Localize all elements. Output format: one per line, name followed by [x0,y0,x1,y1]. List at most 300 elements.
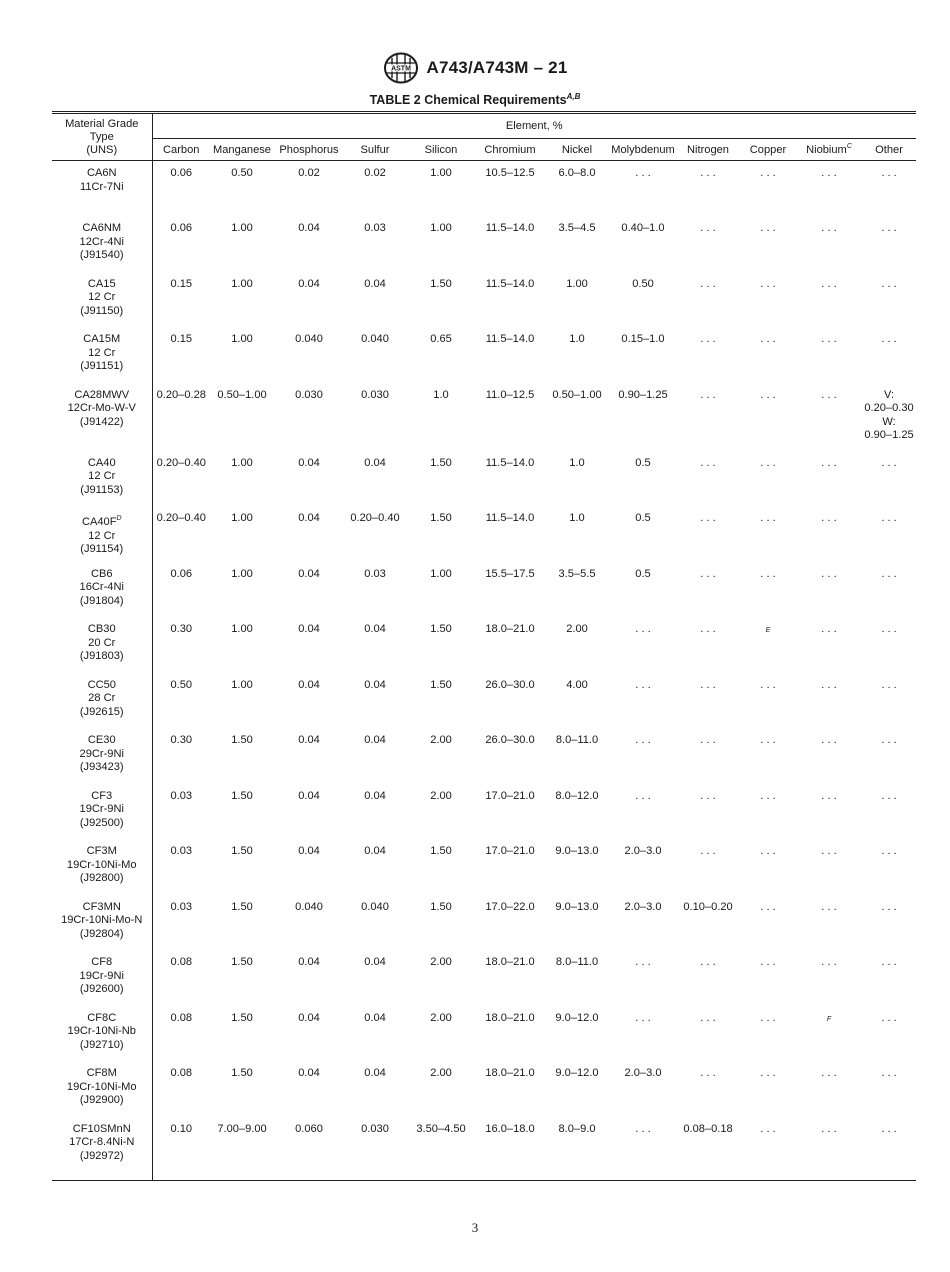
column-header-label: Carbon [163,143,200,156]
column-header-label: Nickel [561,143,593,156]
column-header-carbon [152,139,210,161]
cell-phosphorus: 0.04 [298,1011,320,1024]
cell-sulfur: 0.03 [364,567,386,580]
cell-phosphorus: 0.04 [298,512,320,524]
cell-nickel: 1.0 [569,456,585,469]
cell-copper: . . . [760,388,776,401]
cell-chromium: 10.5–12.5 [485,167,535,179]
cell-molybdenum: 0.90–1.25 [618,388,668,401]
table-title-footnotes: A,B [566,92,581,101]
grade-line: 12 Cr [88,291,116,303]
cell-nickel: 9.0–13.0 [555,900,599,913]
table-row [52,272,916,328]
cell-copper: . . . [760,222,776,234]
other-line: V: [883,388,895,401]
grade-cell [52,673,152,729]
column-header-molybdenum [610,139,676,161]
cell-manganese: 7.00–9.00 [217,1122,267,1135]
cell-silicon: 2.00 [430,1067,452,1079]
cell-silicon: 1.50 [430,623,452,635]
cell-chromium: 11.5–14.0 [485,333,535,345]
grade-name: CA40F [81,516,117,528]
cell-copper: . . . [760,845,776,857]
grade-line: CF8M [86,1067,117,1079]
cell-nickel: 1.0 [569,333,585,345]
cell-phosphorus: 0.060 [295,1122,323,1135]
cell-carbon: 0.06 [170,167,193,179]
grade-line: 12 Cr [88,529,116,542]
cell-chromium: 26.0–30.0 [485,734,535,746]
cell-niobium [796,1006,862,1062]
grade-line: 12Cr-Mo-W-V [67,402,136,414]
cell-copper [740,617,796,673]
cell-chromium: 17.0–21.0 [485,845,535,857]
grade-cell [52,950,152,1006]
cell-sulfur: 0.04 [364,789,386,802]
grade-line: 19Cr-9Ni [79,803,124,815]
cell-other: . . . [881,167,897,179]
grade-cell [52,383,152,451]
grade-cell [52,506,152,562]
document-header [0,50,950,86]
cell-nickel: 1.00 [566,277,588,290]
column-header-copper [740,139,796,161]
cell-carbon: 0.20–0.40 [156,456,206,469]
cell-manganese: 1.00 [231,456,253,469]
cell-sulfur: 0.04 [364,1067,386,1079]
cell-molybdenum: 2.0–3.0 [624,845,662,857]
grade-column-header: Material Grade Type (UNS) [52,113,152,161]
cell-copper: . . . [760,734,776,746]
cell-copper: . . . [760,956,776,968]
grade-cell [52,1006,152,1062]
cell-chromium: 18.0–21.0 [485,956,535,968]
grade-line: 11Cr-7Ni [79,180,124,193]
cell-chromium: 11.5–14.0 [485,277,535,290]
cell-nitrogen: . . . [700,277,716,290]
cell-niobium: . . . [821,456,837,469]
cell-other: . . . [881,678,897,691]
grade-line: CE30 [87,734,116,746]
grade-line: (J92710) [79,1038,124,1051]
cell-manganese: 1.50 [231,900,253,913]
cell-sulfur: 0.04 [364,956,386,968]
cell-niobium: . . . [821,956,837,968]
cell-chromium: 18.0–21.0 [485,1011,535,1024]
grade-cell [52,1061,152,1117]
cell-nitrogen: . . . [700,512,716,524]
grade-line: CF10SMnN [72,1122,131,1135]
grade-line: (J92972) [79,1149,124,1162]
grade-line: (J93423) [79,761,124,773]
column-header-label: Other [875,143,903,156]
table-row [52,895,916,951]
grade-line: (J91804) [79,594,124,607]
table-row [52,617,916,673]
table-row [52,839,916,895]
cell-nitrogen: . . . [700,845,716,857]
cell-phosphorus: 0.04 [298,623,320,635]
grade-line: CA28MWV [74,388,130,401]
cell-molybdenum: 2.0–3.0 [624,1067,662,1079]
cell-niobium: . . . [821,734,837,746]
cell-carbon: 0.15 [170,277,193,290]
cell-nickel: 2.00 [566,623,588,635]
grade-line: 19Cr-9Ni [79,969,124,982]
cell-carbon: 0.15 [170,333,193,345]
grade-line: 19Cr-10Ni-Mo [66,858,137,871]
grade-cell [52,327,152,383]
cell-sulfur: 0.04 [364,734,386,746]
cell-manganese: 1.50 [231,734,253,746]
cell-copper: . . . [760,277,776,290]
grade-line: 19Cr-10Ni-Mo [66,1080,137,1093]
grade-line: 20 Cr [88,636,116,649]
cell-silicon: 1.0 [433,388,449,401]
grade-line: CF8C [87,1011,117,1024]
table-row [52,327,916,383]
cell-molybdenum: . . . [635,623,651,635]
grade-line: 19Cr-10Ni-Nb [67,1025,136,1037]
copper-footnote: E [765,627,771,634]
cell-niobium: . . . [821,1122,837,1135]
grade-line: (J92804) [79,927,124,940]
niobium-footnote-mark: F [826,1015,832,1023]
cell-other: . . . [881,623,897,635]
table-row [52,451,916,507]
table-title-text: TABLE 2 Chemical Requirements [369,93,567,107]
cell-copper: . . . [760,333,776,345]
cell-nickel: 3.5–4.5 [558,222,596,234]
cell-nickel: 8.0–12.0 [555,789,599,802]
cell-molybdenum: . . . [635,1122,651,1135]
cell-sulfur: 0.02 [364,167,386,179]
grade-line: (J91151) [80,360,124,372]
cell-nitrogen: 0.10–0.20 [683,900,733,913]
cell-carbon: 0.06 [170,567,193,580]
cell-silicon: 1.50 [430,512,452,524]
cell-phosphorus: 0.04 [298,1067,320,1079]
cell-sulfur: 0.04 [364,1011,386,1024]
cell-sulfur: 0.04 [364,623,386,635]
cell-phosphorus: 0.04 [298,678,320,691]
column-header-label: Manganese [213,143,271,156]
cell-nitrogen: . . . [700,1011,716,1024]
grade-cell [52,451,152,507]
cell-phosphorus: 0.04 [298,277,320,290]
grade-line: CB6 [90,567,113,580]
cell-chromium: 17.0–22.0 [485,900,535,913]
cell-molybdenum: 0.40–1.0 [621,222,665,234]
cell-chromium: 11.5–14.0 [485,512,535,524]
cell-nitrogen: . . . [700,567,716,580]
cell-niobium: . . . [821,845,837,857]
cell-niobium: . . . [821,623,837,635]
cell-copper: . . . [760,1011,776,1024]
cell-phosphorus: 0.04 [298,222,320,234]
cell-copper: . . . [760,900,776,913]
table-row [52,562,916,618]
cell-silicon: 1.50 [430,845,452,857]
cell-manganese: 1.00 [231,678,253,691]
other-line: 0.20–0.30 [864,402,914,414]
cell-niobium: . . . [821,333,837,345]
column-header-niobium [796,139,862,161]
cell-other: . . . [881,956,897,968]
grade-line: (J92800) [79,872,124,884]
cell-phosphorus: 0.040 [295,333,323,345]
grade-line: CF3M [86,845,117,857]
cell-silicon: 2.00 [430,734,452,746]
column-header-label: Copper [749,143,787,156]
cell-carbon: 0.30 [170,623,193,635]
column-header-silicon [406,139,476,161]
grade-line: 28 Cr [88,692,116,704]
table-row [52,161,916,217]
astm-logo-icon [383,52,419,84]
column-header-label: Molybdenum [611,143,675,156]
cell-sulfur: 0.04 [364,678,386,691]
cell-molybdenum: 0.50 [632,277,654,290]
cell-copper: . . . [760,456,776,469]
cell-silicon: 1.50 [430,456,452,469]
cell-sulfur: 0.040 [361,900,389,913]
cell-silicon: 0.65 [430,333,452,345]
cell-silicon: 1.50 [430,678,452,691]
cell-copper: . . . [760,678,776,691]
cell-chromium: 17.0–21.0 [485,789,535,802]
cell-molybdenum: 0.5 [635,456,651,469]
cell-nitrogen: . . . [700,623,716,635]
cell-manganese: 1.00 [231,623,253,635]
cell-nitrogen: . . . [700,789,716,802]
cell-molybdenum: 2.0–3.0 [624,900,662,913]
cell-sulfur: 0.040 [361,333,389,345]
grade-line: CF8 [91,956,113,968]
cell-carbon: 0.08 [170,1067,193,1079]
grade-footnote: D [116,515,122,522]
cell-nitrogen: . . . [700,222,716,234]
element-percent-header: Element, % [152,113,916,139]
cell-carbon: 0.10 [170,1122,193,1135]
cell-chromium: 18.0–21.0 [485,623,535,635]
cell-sulfur: 0.04 [364,277,386,290]
grade-line: (J91540) [79,249,124,261]
table-row [52,1061,916,1117]
grade-cell [52,895,152,951]
column-header-nitrogen [676,139,740,161]
cell-nitrogen: . . . [700,734,716,746]
cell-other: . . . [881,1122,897,1135]
cell-niobium: . . . [821,512,837,524]
cell-nickel: 1.0 [569,512,585,524]
cell-manganese: 1.50 [231,1067,253,1079]
grade-cell [52,728,152,784]
cell-carbon: 0.03 [170,845,193,857]
cell-carbon: 0.03 [170,900,193,913]
grade-line: (J92615) [79,705,124,718]
cell-nickel: 0.50–1.00 [552,388,602,401]
cell-other: . . . [881,222,897,234]
logo-text: ASTM [390,65,411,73]
cell-chromium: 16.0–18.0 [485,1122,535,1135]
cell-silicon: 1.00 [430,167,452,179]
grade-line: 29Cr-9Ni [79,747,124,760]
cell-nitrogen: . . . [700,167,716,179]
cell-silicon: 2.00 [430,1011,452,1024]
cell-phosphorus: 0.04 [298,456,320,469]
cell-nitrogen: . . . [700,956,716,968]
cell-silicon: 1.00 [430,222,452,234]
grade-line: 16Cr-4Ni [79,581,124,593]
cell-other: . . . [881,567,897,580]
cell-silicon: 1.00 [430,567,452,580]
column-header-chromium [476,139,544,161]
cell-molybdenum: . . . [635,789,651,802]
cell-other: . . . [881,277,897,290]
grade-line: (J92600) [79,983,124,995]
table-row [52,784,916,840]
cell-nickel: 8.0–9.0 [558,1122,596,1135]
cell-nickel: 9.0–12.0 [555,1011,599,1024]
cell-carbon: 0.08 [170,1011,193,1024]
cell-nitrogen: . . . [700,678,716,691]
page-number: 3 [471,1220,479,1235]
cell-molybdenum: 0.5 [635,567,651,580]
cell-nickel: 9.0–12.0 [555,1067,599,1079]
chemical-requirements-table [52,111,916,1181]
table-row [52,1117,916,1181]
cell-manganese: 1.00 [231,567,253,580]
grade-line: (J91153) [80,483,124,496]
cell-manganese: 0.50–1.00 [217,388,267,401]
cell-carbon: 0.30 [170,734,193,746]
cell-chromium: 18.0–21.0 [485,1067,535,1079]
column-header-label: Silicon [424,143,458,156]
grade-cell [52,617,152,673]
grade-line: 19Cr-10Ni-Mo-N [61,914,143,926]
cell-other: . . . [881,512,897,524]
cell-manganese: 1.00 [231,333,253,345]
grade-line: CA15M [83,333,121,345]
cell-niobium: . . . [821,789,837,802]
cell-niobium: . . . [821,167,837,179]
grade-line: CB30 [87,623,116,635]
cell-sulfur: 0.20–0.40 [350,512,400,524]
cell-other: . . . [881,333,897,345]
cell-molybdenum: . . . [635,678,651,691]
cell-phosphorus: 0.04 [298,845,320,857]
cell-other: . . . [881,1067,897,1079]
grade-line: (J91154) [80,543,124,555]
cell-nitrogen: . . . [700,333,716,345]
grade-line: (J91150) [80,304,124,317]
grade-line: CA6NM [82,222,122,234]
table-row [52,950,916,1006]
cell-copper: . . . [760,512,776,524]
grade-line: (J91803) [79,650,124,662]
cell-phosphorus: 0.04 [298,956,320,968]
cell-molybdenum: 0.15–1.0 [621,333,665,345]
cell-other: . . . [881,789,897,802]
column-header-nickel [544,139,610,161]
cell-phosphorus: 0.02 [298,167,320,179]
cell-phosphorus: 0.030 [295,388,323,401]
cell-molybdenum: 0.5 [635,512,651,524]
table-row [52,673,916,729]
grade-line: CA40 [87,456,116,469]
column-header-label: Phosphorus [279,143,339,156]
cell-phosphorus: 0.04 [298,734,320,746]
cell-other: . . . [881,456,897,469]
cell-niobium: . . . [821,388,837,401]
table-row [52,216,916,272]
column-header-label: Chromium [484,143,536,156]
table-bottom-rule [52,1181,916,1182]
cell-manganese: 1.50 [231,845,253,857]
grade-line: CF3 [91,789,113,802]
grade-cell [52,1117,152,1181]
column-header-sulfur [344,139,406,161]
cell-nitrogen: 0.08–0.18 [683,1122,733,1135]
cell-sulfur: 0.04 [364,456,386,469]
table-row [52,728,916,784]
grade-cell [52,161,152,217]
cell-manganese: 1.00 [231,277,253,290]
cell-phosphorus: 0.040 [295,900,323,913]
column-header-label: Nitrogen [687,143,729,156]
cell-nitrogen: . . . [700,388,716,401]
table-row [52,506,916,562]
cell-manganese: 1.50 [231,956,253,968]
column-header-manganese [210,139,274,161]
cell-silicon: 2.00 [430,789,452,802]
column-header-label: Sulfur [360,143,390,156]
grade-line: CC50 [87,678,116,691]
cell-nickel: 4.00 [566,678,588,691]
cell-other: . . . [881,845,897,857]
cell-silicon: 3.50–4.50 [416,1122,466,1135]
grade-line: (J92500) [79,816,124,829]
cell-carbon: 0.03 [170,789,193,802]
table-row [52,383,916,451]
cell-niobium: . . . [821,1067,837,1079]
cell-other: . . . [881,734,897,746]
cell-nitrogen: . . . [700,1067,716,1079]
column-header-phosphorus [274,139,344,161]
cell-molybdenum: . . . [635,734,651,746]
cell-sulfur: 0.03 [364,222,386,234]
cell-copper: . . . [760,167,776,179]
cell-silicon: 2.00 [430,956,452,968]
column-header-label: Niobium [806,144,847,156]
cell-chromium: 15.5–17.5 [485,567,535,580]
cell-phosphorus: 0.04 [298,789,320,802]
cell-nickel: 8.0–11.0 [555,734,599,746]
cell-carbon: 0.50 [170,678,193,691]
cell-molybdenum: . . . [635,1011,651,1024]
cell-sulfur: 0.04 [364,845,386,857]
niobium-footnote: C [846,143,852,150]
cell-other: . . . [881,900,897,913]
cell-other [862,383,916,451]
grade-line: 12Cr-4Ni [79,235,124,248]
other-line: 0.90–1.25 [864,429,914,441]
grade-name-with-footnote [52,512,152,530]
cell-niobium: . . . [821,277,837,290]
cell-sulfur: 0.030 [361,388,389,401]
grade-line: CF3MN [82,900,121,913]
